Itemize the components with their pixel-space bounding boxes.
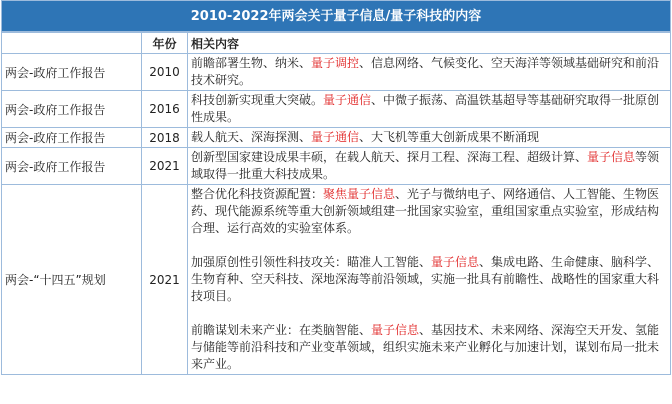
content-cell bbox=[188, 128, 671, 148]
content-text: 创新型国家建设成果丰硕，在载人航天、探月工程、深海工程、超级计算、 bbox=[191, 150, 588, 164]
highlighted-keyword: 量子通信 bbox=[323, 93, 372, 107]
year-cell: 2021 bbox=[142, 148, 188, 185]
policy-table-container bbox=[1, 0, 671, 375]
content-cell bbox=[188, 148, 671, 185]
content-text: 、基因技术、未来网络、深海空天开发、氢能与储能等前沿科技和产业变革领域，组织实施未来产业孵化与加速计划，谋划布局一批未来产业。 bbox=[191, 323, 660, 371]
content-text: 、光子与微纳电子、网络通信、人工智能、生物医药、现代能源系统等重大创新领域组建一批国家实验室，重组国家重点实验室，形成结构合理、运行高效的实验室体系。 bbox=[191, 187, 660, 235]
highlighted-keyword: 量子信息 bbox=[431, 255, 480, 269]
table-row bbox=[2, 128, 671, 148]
content-text: 前瞻谋划未来产业：在类脑智能、 bbox=[191, 323, 372, 337]
table-title: 2010-2022年两会关于量子信息/量子科技的内容 bbox=[1, 0, 671, 32]
content-text: 加强原创性引领性科技攻关：瞄准人工智能、 bbox=[191, 255, 432, 269]
content-text: 、集成电路、生命健康、脑科学、生物育种、空天科技、深地深海等前沿领域，实施一批具有前瞻性、战略性的国家重大科技项目。 bbox=[191, 255, 660, 303]
content-text: 载人航天、深海探测、 bbox=[191, 130, 312, 144]
content-cell bbox=[188, 54, 671, 91]
year-cell: 2010 bbox=[142, 54, 188, 91]
content-text: 整合优化科技资源配置： bbox=[191, 187, 324, 201]
content-text: 科技创新实现重大突破。 bbox=[191, 93, 324, 107]
header-row bbox=[2, 33, 671, 54]
year-cell: 2021 bbox=[142, 185, 188, 375]
source-cell: 两会-政府工作报告 bbox=[2, 54, 142, 91]
highlighted-keyword: 量子信息 bbox=[587, 150, 636, 164]
highlighted-keyword: 量子调控 bbox=[311, 56, 360, 70]
paragraph-gap bbox=[191, 305, 667, 322]
content-text: 、信息网络、气候变化、空天海洋等领域基础研究和前沿技术研究。 bbox=[191, 56, 660, 87]
year-cell: 2018 bbox=[142, 128, 188, 148]
source-cell: 两会-政府工作报告 bbox=[2, 91, 142, 128]
table-row bbox=[2, 54, 671, 91]
source-cell: 两会-“十四五”规划 bbox=[2, 185, 142, 375]
header-source bbox=[2, 33, 142, 54]
highlighted-keyword: 量子通信 bbox=[311, 130, 360, 144]
paragraph-gap bbox=[191, 237, 667, 254]
content-text: 前瞻部署生物、纳米、 bbox=[191, 56, 312, 70]
table-body bbox=[2, 54, 671, 375]
table-row-plan bbox=[2, 185, 671, 375]
header-content: 相关内容 bbox=[188, 33, 671, 54]
plan-paragraph bbox=[191, 186, 667, 237]
header-year: 年份 bbox=[142, 33, 188, 54]
highlighted-keyword: 聚焦量子信息 bbox=[323, 187, 396, 201]
plan-paragraph bbox=[191, 322, 667, 373]
content-text: 、大飞机等重大创新成果不断涌现 bbox=[359, 130, 540, 144]
table-row bbox=[2, 148, 671, 185]
table-row bbox=[2, 91, 671, 128]
content-text: 等领域取得一批重大科技成果。 bbox=[191, 150, 660, 181]
source-cell: 两会-政府工作报告 bbox=[2, 128, 142, 148]
content-cell bbox=[188, 185, 671, 375]
policy-table bbox=[1, 32, 671, 375]
source-cell: 两会-政府工作报告 bbox=[2, 148, 142, 185]
highlighted-keyword: 量子信息 bbox=[371, 323, 420, 337]
content-cell bbox=[188, 91, 671, 128]
content-text: 、中微子振荡、高温铁基超导等基础研究取得一批原创性成果。 bbox=[191, 93, 660, 124]
year-cell: 2016 bbox=[142, 91, 188, 128]
plan-paragraph bbox=[191, 254, 667, 305]
